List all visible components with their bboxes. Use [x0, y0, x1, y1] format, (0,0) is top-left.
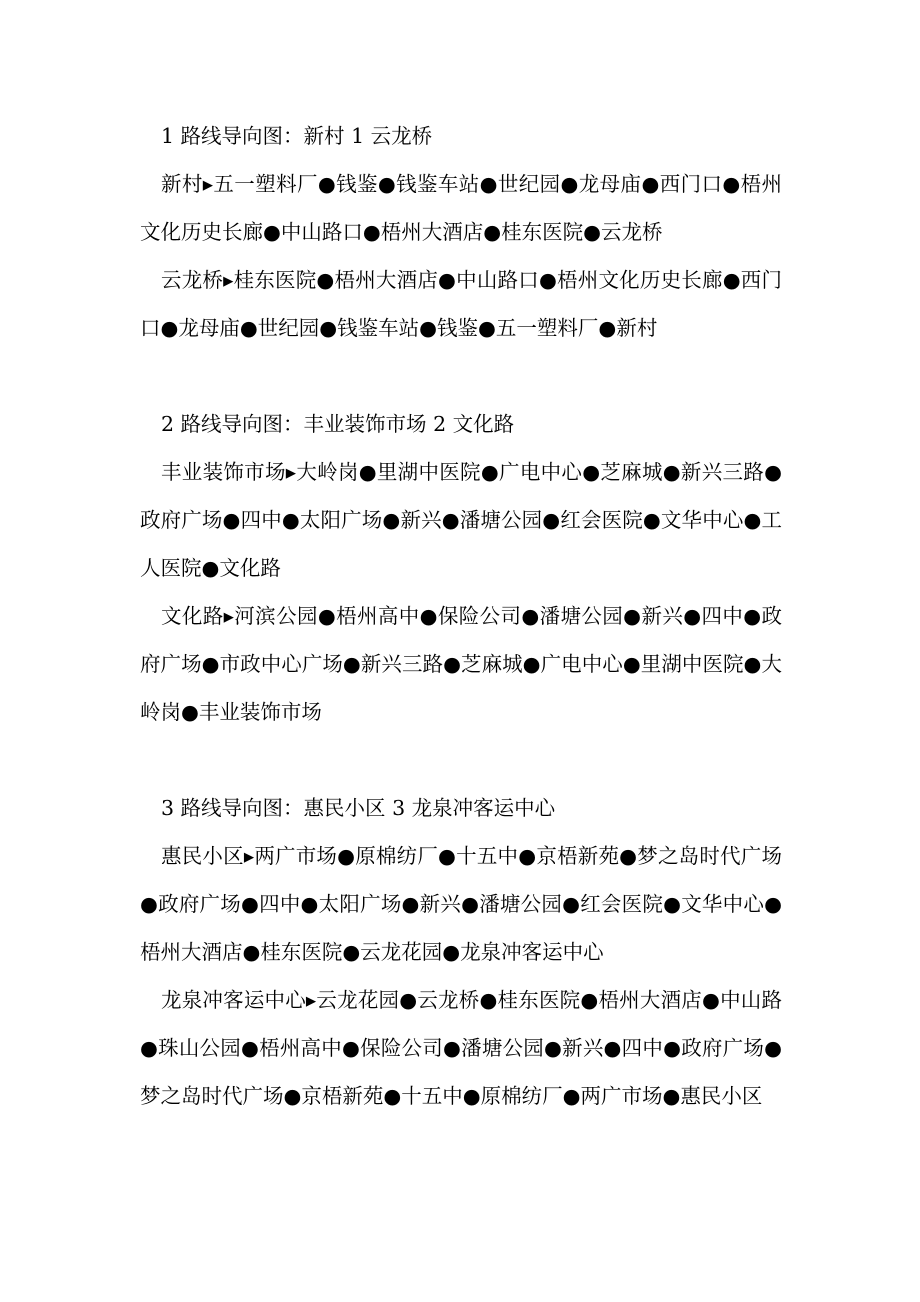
route-2-heading: 2 路线导向图：丰业装饰市场 2 文化路 — [161, 412, 515, 436]
route-2-inbound-stops: 文化路▸河滨公园●梧州高中●保险公司●潘塘公园●新兴●四中●政府广场●市政中心广场●新兴三路●芝麻城●广电中心●里湖中医院●大岭岗●丰业装饰市场 — [140, 604, 782, 724]
route-3-section — [140, 784, 782, 1120]
route-2-section — [140, 400, 782, 736]
route-1-outbound-stops: 新村▸五一塑料厂●钱鉴●钱鉴车站●世纪园●龙母庙●西门口●梧州文化历史长廊●中山路口●梧州大酒店●桂东医院●云龙桥 — [140, 172, 782, 244]
route-document — [140, 112, 782, 1120]
route-2-outbound-stops: 丰业装饰市场▸大岭岗●里湖中医院●广电中心●芝麻城●新兴三路●政府广场●四中●太阳广场●新兴●潘塘公园●红会医院●文华中心●工人医院●文化路 — [140, 460, 782, 580]
route-3-heading: 3 路线导向图：惠民小区 3 龙泉冲客运中心 — [161, 796, 556, 820]
route-1-heading: 1 路线导向图：新村 1 云龙桥 — [161, 124, 433, 148]
route-1-inbound-stops: 云龙桥▸桂东医院●梧州大酒店●中山路口●梧州文化历史长廊●西门口●龙母庙●世纪园●钱鉴车站●钱鉴●五一塑料厂●新村 — [140, 268, 782, 340]
route-1-section — [140, 112, 782, 352]
route-3-inbound-stops: 龙泉冲客运中心▸云龙花园●云龙桥●桂东医院●梧州大酒店●中山路●珠山公园●梧州高中●保险公司●潘塘公园●新兴●四中●政府广场●梦之岛时代广场●京梧新苑●十五中●原棉纺厂●两广市场●惠民小区 — [140, 988, 782, 1108]
route-3-outbound-stops: 惠民小区▸两广市场●原棉纺厂●十五中●京梧新苑●梦之岛时代广场●政府广场●四中●太阳广场●新兴●潘塘公园●红会医院●文华中心●梧州大酒店●桂东医院●云龙花园●龙泉冲客运中心 — [140, 844, 782, 964]
